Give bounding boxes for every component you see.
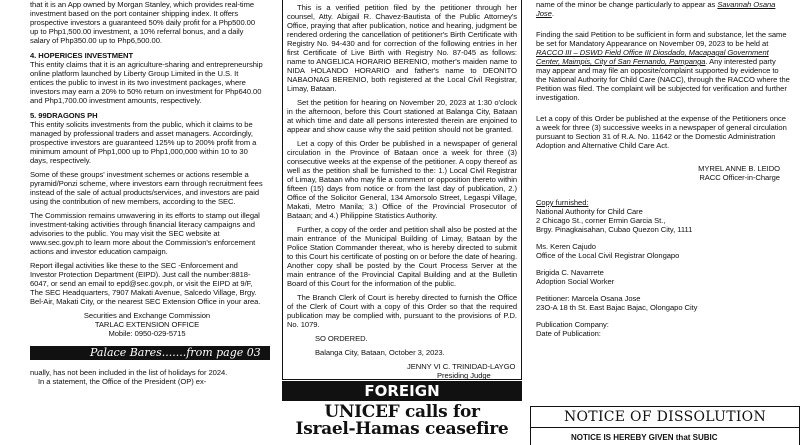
venue: RACCO III – DSWD Field Office III Diosdado, Macapagal Government Center, Maimpis, City of San Fernando, Pampanga <box>536 48 769 66</box>
section-heading: 5. 99DRAGONS PH <box>30 111 98 120</box>
signatory-name: MYREL ANNE B. LEIDO <box>698 164 780 173</box>
right-column <box>530 0 800 445</box>
recipient-line: Brigida C. Navarrete <box>536 268 604 277</box>
dissolution-notice <box>530 406 800 445</box>
org-name: Securities and Exchange Commission <box>83 311 211 320</box>
recipient-line: Office of the Local Civil Registrar Olongapo <box>536 251 680 260</box>
paragraph: Some of these groups' investment schemes or actions resemble a pyramid/Ponzi scheme, where investors earn through recruitment fees instead of the sale of actual products/services, and investors are paid using the contribution of new members, according to the SEC. <box>30 170 263 206</box>
signatory-title: RACC Officer-in-Charge <box>699 173 780 182</box>
text-run: . Any interested party may appear and may file an opposite/complaint supported by evidence to the National Authority for Child Care (NACC), through the RACCO where the Petition was filed. The complaint will be subjected for verification and further investigation. <box>536 57 790 102</box>
paragraph: that it is an App owned by Morgan Stanley, which provides real-time investment based on the port container shipping index. It offers prospective investors a guaranteed 50% daily profit for a Php500.00 up to Php1,500.00 investment, a 10% referral bonus, and a daily salary of Php350.00 up to Php6,500.00. <box>30 0 256 45</box>
publication-date: Date of Publication: <box>536 329 601 338</box>
palace-article <box>0 368 270 386</box>
publication-company: Publication Company: <box>536 320 609 329</box>
paragraph: Report illegal activities like these to the SEC -Enforcement and Investor Protection Department (EIPD). Just call the number:8818-6047, or send an email to epd@sec.gov.ph, or visit the EIPD at 9/F, The SEC Headquarters, 7907 Makati Avenue, Salcedo Village, Brgy. Bel-Air, Makati City, or the nearest SEC Extension Office in your area. <box>30 261 261 306</box>
middle-column <box>282 0 522 445</box>
copy-furnished-label: Copy furnished: <box>536 198 589 207</box>
dissolution-text <box>531 428 799 443</box>
section-heading: 4. HOPERICES INVESTMENT <box>30 51 134 60</box>
paragraph <box>536 0 790 18</box>
dissolution-title: NOTICE OF DISSOLUTION <box>531 407 799 428</box>
dissolution-rest: that SUBIC <box>673 433 718 442</box>
paragraph: This entity claims that it is an agriculture-sharing and entrepreneurship online platform launched by Liberty Group Limited in the U.S. It entices the public to invest in its two investment packages, where investors may earn a 20% to 50% return on investment for Php640.00 and Php1,700.00 investment amounts, respectively. <box>30 60 263 105</box>
minor-name: Savannah Osana Jose <box>536 0 776 18</box>
paragraph: This is a verified petition filed by the petitioner through her counsel, Atty. Abigail R. Chavez-Bautista of the Public Attorney's Office, praying that after publication, notice and hearing, judgment be rendered ordering the cancellation of petitioner's Birth Certificate with Registry No. 94-430 and for correction of the following entries in her first Certificate of Live Birth with Registry No. 87-045 as follows: name to ANGELICA HORARIO BERENIO, mother's maiden name to NIDA HOLANDO HORARIO and father's name to DEONITO NABAONAG BERENIO, both registered at the Local Civil Registrar, Limay, Bataan. <box>287 3 517 93</box>
text-run: Finding the said Petition to be sufficient in form and substance, let the same be set for Mandatory Appearance on November 09, 2023 to be held at <box>536 30 787 48</box>
paragraph: nually, has not been included in the list of holidays for 2024. <box>30 368 228 377</box>
org-office: TARLAC EXTENSION OFFICE <box>94 320 200 329</box>
headline[interactable] <box>282 404 522 438</box>
paragraph: In a statement, the Office of the President (OP) ex- <box>38 377 207 386</box>
recipient-line: Adoption Social Worker <box>536 277 615 286</box>
text-run: name of the minor be change particularly to appear as <box>536 0 718 9</box>
text-run: . <box>551 9 554 18</box>
paragraph: This entity solicits investments from the public, which it claims to be managed by professional traders and asset managers. Accordingly, prospective investors are guaranteed 125% up to 200% profit from a minimum amount of Php1,000 up to Php1,000,000 within 10 to 30 days, respectively. <box>30 120 257 165</box>
paragraph: The Branch Clerk of Court is hereby directed to furnish the Office of the Clerk of Court with a copy of this Order so that the required publication may be complied with, pursuant to the provisions of P.D. No. 1079. <box>287 293 517 329</box>
court-order-notice <box>282 0 522 380</box>
paragraph: Set the petition for hearing on November 20, 2023 at 1:30 o'clock in the afternoon, before this Court stationed at Balanga City, Bataan at which time and date all persons interested therein are enjoined to appear and show cause why the said petition should not be granted. <box>287 98 517 134</box>
adoption-order-notice <box>530 0 800 338</box>
headline-line-1: UNICEF calls for <box>324 402 480 422</box>
recipient-line: 2 Chicago St., corner Ermin Garcia St., <box>536 216 666 225</box>
recipient-line: National Authority for Child Care <box>536 207 643 216</box>
recipient-line: Brgy. Pinagkaisahan, Cubao Quezon City, 1111 <box>536 225 693 234</box>
so-ordered: SO ORDERED. <box>315 334 368 343</box>
dissolution-lead: NOTICE IS HEREBY GIVEN <box>571 433 674 442</box>
org-mobile: Mobile: 0950-029-5715 <box>108 329 186 338</box>
recipient-line: 23O-A 18 th St. East Bajac Bajac, Olongapo City <box>536 303 698 312</box>
sec-advisory-article <box>0 0 270 338</box>
left-column <box>0 0 270 445</box>
paragraph: The Commission remains unwavering in its efforts to stamp out illegal investment-taking activities through financial literacy campaigns and advisories to the public. You may visit the SEC website at www.sec.gov.ph to learn more about the Commission's enforcement actions and investor education campaign. <box>30 211 260 256</box>
section-label-foreign: FOREIGN <box>282 381 522 401</box>
paragraph: Let a copy of this Order be published at the expense of the Petitioners once a week for three (3) successive weeks in a newspaper of general circulation pursuant to Section 31 of R.A. No. 11642 or the Domestic Administration Adoption and Alternative Child Care Act. <box>536 114 787 150</box>
paragraph <box>536 30 790 102</box>
order-date: Balanga City, Bataan, October 3, 2023. <box>315 348 445 357</box>
headline-line-2: Israel-Hamas ceasefire <box>295 419 509 439</box>
paragraph: Further, a copy of the order and petition shall also be posted at the main entrance of the Municipal Building of Limay, Bataan by the Police Station Commander thereat, who is hereby directed to submit to this Court his certificate of posting on or before the date of hearing. Another copy shall be posted by the Court Process Server at the main entrance of the Provincial Capital Building and at the Bulletin Board of this Court for the information of the public. <box>287 225 517 288</box>
judge-name: JENNY VI C. TRINIDAD-LAYGO <box>407 362 516 371</box>
paragraph: Let a copy of this Order be published in a newspaper of general circulation in the Province of Bataan once a week for three (3) consecutive weeks at the expense of the petitioner. A copy thereof as well as the petition shall be furnished to the: 1.) Local Civil Registrar of Limay, Bataan who may file a comment or opposition thereto within fifteen (15) days from notice or from the last day of publication, 2.) Office of the Solicitor General, 134 Amorsolo Street, Legaspi Village, Makati, Metro Manila; 3.) Office of the Provincial Prosecutor of Bataan; and 4.) Philippine Statistics Authority. <box>287 139 517 220</box>
continuation-bar: Palace Bares.......from page 03 <box>30 346 270 360</box>
recipient-line: Ms. Keren Cajudo <box>536 242 596 251</box>
judge-title: Presiding Judge <box>437 371 491 380</box>
recipient-line: Petitioner: Marcela Osana Jose <box>536 294 641 303</box>
